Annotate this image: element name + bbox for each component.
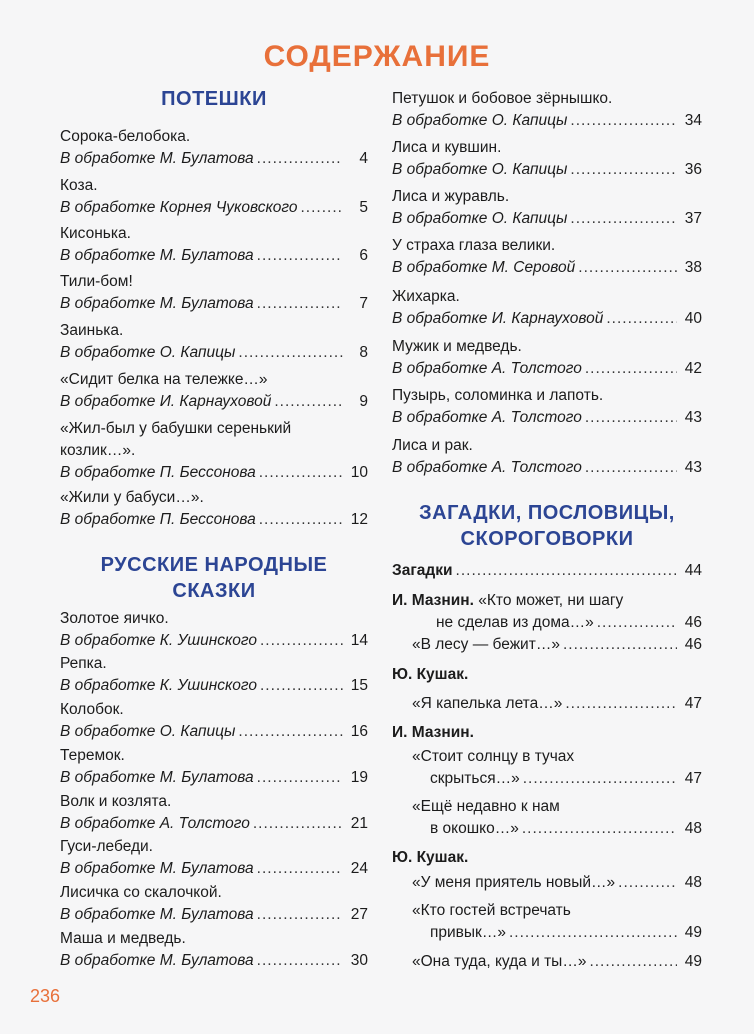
entry-subtitle: В обработке А. Толстого bbox=[392, 459, 582, 476]
entry-title: «Сидит белка на тележке…» bbox=[60, 371, 268, 388]
entry-title: «Ещё недавно к нам bbox=[412, 798, 560, 815]
toc-entry[interactable] bbox=[392, 796, 702, 840]
entry-title-line2: не сделав из дома…» bbox=[436, 614, 594, 631]
entry-subtitle: В обработке М. Булатова bbox=[60, 150, 254, 167]
dot-leader bbox=[597, 612, 677, 634]
entry-title: «Жили у бабуси…». bbox=[60, 489, 204, 506]
author-name: И. Мазнин. bbox=[392, 724, 474, 741]
toc-entry[interactable] bbox=[392, 634, 702, 656]
toc-entry[interactable] bbox=[60, 487, 368, 531]
dot-leader bbox=[257, 293, 343, 315]
entry-subtitle: В обработке М. Булатова bbox=[60, 906, 254, 923]
entry-page: 19 bbox=[350, 769, 368, 786]
entry-page: 14 bbox=[350, 632, 368, 649]
entry-title: Колобок. bbox=[60, 701, 124, 718]
dot-leader bbox=[578, 257, 677, 279]
entry-title: Репка. bbox=[60, 655, 107, 672]
entry-title: Лиса и кувшин. bbox=[392, 139, 502, 156]
section-heading-skazki bbox=[60, 552, 368, 604]
entry-title: Заинька. bbox=[60, 322, 124, 339]
author-name: И. Мазнин. bbox=[392, 592, 474, 609]
entry-title: «Кто гостей встречать bbox=[412, 902, 571, 919]
dot-leader bbox=[523, 768, 677, 790]
dot-leader bbox=[563, 634, 677, 656]
entry-page: 42 bbox=[684, 360, 702, 377]
entry-title: «Кто может, ни шагу bbox=[478, 592, 624, 609]
entry-subtitle: В обработке К. Ушинского bbox=[60, 677, 257, 694]
entry-page: 21 bbox=[350, 815, 368, 832]
entry-page: 49 bbox=[684, 924, 702, 941]
entry-title: Петушок и бобовое зёрнышко. bbox=[392, 90, 613, 107]
dot-leader bbox=[522, 818, 677, 840]
entry-page: 9 bbox=[359, 393, 368, 410]
toc-entry[interactable] bbox=[392, 746, 702, 790]
dot-leader bbox=[257, 245, 343, 267]
toc-entry[interactable] bbox=[392, 286, 702, 330]
toc-entry[interactable] bbox=[60, 928, 368, 972]
entry-page: 43 bbox=[684, 409, 702, 426]
toc-entry[interactable] bbox=[392, 186, 702, 230]
dot-leader bbox=[253, 813, 343, 835]
entry-subtitle: В обработке О. Капицы bbox=[60, 344, 236, 361]
entry-page: 48 bbox=[684, 874, 702, 891]
entry-page: 12 bbox=[350, 511, 368, 528]
entry-page: 47 bbox=[684, 695, 702, 712]
toc-entry[interactable] bbox=[60, 369, 368, 413]
entry-page: 27 bbox=[350, 906, 368, 923]
section-heading-line1: РУССКИЕ НАРОДНЫЕ bbox=[100, 554, 328, 576]
entry-title: Жихарка. bbox=[392, 288, 460, 305]
toc-entry[interactable] bbox=[392, 872, 702, 894]
entry-subtitle: В обработке П. Бессонова bbox=[60, 464, 256, 481]
entry-title-line2: привык…» bbox=[430, 924, 506, 941]
toc-entry[interactable] bbox=[60, 699, 368, 743]
dot-leader bbox=[259, 509, 343, 531]
entry-page: 34 bbox=[684, 112, 702, 129]
entry-subtitle: В обработке К. Ушинского bbox=[60, 632, 257, 649]
entry-subtitle: В обработке И. Карнауховой bbox=[60, 393, 272, 410]
dot-leader bbox=[570, 208, 677, 230]
entry-page: 40 bbox=[684, 310, 702, 327]
toc-entry[interactable] bbox=[392, 693, 702, 715]
toc-entry[interactable] bbox=[392, 385, 702, 429]
dot-leader bbox=[257, 767, 343, 789]
entry-title: Пузырь, соломинка и лапоть. bbox=[392, 387, 604, 404]
entry-title: Коза. bbox=[60, 177, 98, 194]
entry-title: Мужик и медведь. bbox=[392, 338, 522, 355]
toc-entry[interactable] bbox=[60, 223, 368, 267]
entry-title: «Жил-был у бабушки серенький bbox=[60, 420, 292, 437]
entry-subtitle: В обработке А. Толстого bbox=[392, 409, 582, 426]
entry-title: «Стоит солнцу в тучах bbox=[412, 748, 575, 765]
dot-leader bbox=[456, 560, 677, 582]
entry-title: Кисонька. bbox=[60, 225, 131, 242]
dot-leader bbox=[585, 407, 677, 429]
section-heading-line2: СКОРОГОВОРКИ bbox=[460, 528, 634, 550]
entry-title: Волк и козлята. bbox=[60, 793, 172, 810]
toc-entry[interactable] bbox=[392, 336, 702, 380]
toc-entry-riddles[interactable] bbox=[392, 560, 702, 582]
entry-subtitle: В обработке М. Булатова bbox=[60, 295, 254, 312]
entry-page: 43 bbox=[684, 459, 702, 476]
entry-subtitle: В обработке А. Толстого bbox=[392, 360, 582, 377]
toc-entry[interactable] bbox=[392, 900, 702, 944]
entry-page: 47 bbox=[684, 770, 702, 787]
toc-entry[interactable] bbox=[392, 235, 702, 279]
entry-title: «Я капелька лета…» bbox=[412, 695, 563, 712]
dot-leader bbox=[238, 342, 343, 364]
entry-subtitle: В обработке Корнея Чуковского bbox=[60, 199, 298, 216]
dot-leader bbox=[509, 922, 677, 944]
entry-subtitle: В обработке М. Булатова bbox=[60, 247, 254, 264]
entry-page: 6 bbox=[359, 247, 368, 264]
dot-leader bbox=[585, 457, 677, 479]
toc-entry[interactable] bbox=[392, 951, 702, 973]
toc-entry[interactable] bbox=[60, 791, 368, 835]
entry-subtitle: В обработке О. Капицы bbox=[392, 210, 568, 227]
entry-subtitle: В обработке М. Серовой bbox=[392, 259, 576, 276]
dot-leader bbox=[589, 951, 677, 973]
entry-title: У страха глаза велики. bbox=[392, 237, 556, 254]
entry-page: 36 bbox=[684, 161, 702, 178]
author-name: Ю. Кушак. bbox=[392, 849, 469, 866]
entry-title-line2: козлик…». bbox=[60, 442, 136, 459]
toc-entry[interactable] bbox=[60, 271, 368, 315]
toc-entry[interactable] bbox=[60, 126, 368, 170]
entry-page: 4 bbox=[359, 150, 368, 167]
dot-leader bbox=[585, 358, 677, 380]
toc-entry[interactable] bbox=[60, 882, 368, 926]
entry-subtitle: В обработке О. Капицы bbox=[60, 723, 236, 740]
entry-title: Сорока-белобока. bbox=[60, 128, 191, 145]
toc-entry[interactable] bbox=[60, 836, 368, 880]
entry-page: 16 bbox=[350, 723, 368, 740]
entry-page: 48 bbox=[684, 820, 702, 837]
entry-title: Лисичка со скалочкой. bbox=[60, 884, 222, 901]
section-heading-line1: ЗАГАДКИ, ПОСЛОВИЦЫ, bbox=[419, 502, 675, 524]
entry-subtitle: В обработке О. Капицы bbox=[392, 161, 568, 178]
entry-subtitle: В обработке И. Карнауховой bbox=[392, 310, 604, 327]
entry-subtitle: В обработке А. Толстого bbox=[60, 815, 250, 832]
author-heading bbox=[392, 722, 702, 744]
page-number: 236 bbox=[30, 986, 61, 1006]
dot-leader bbox=[260, 675, 343, 697]
entry-page: 24 bbox=[350, 860, 368, 877]
dot-leader bbox=[257, 148, 343, 170]
toc-entry[interactable] bbox=[60, 608, 368, 652]
toc-entry[interactable] bbox=[392, 137, 702, 181]
entry-subtitle: В обработке М. Булатова bbox=[60, 860, 254, 877]
dot-leader bbox=[257, 904, 343, 926]
entry-subtitle: В обработке М. Булатова bbox=[60, 769, 254, 786]
entry-title: «У меня приятель новый…» bbox=[412, 874, 616, 891]
entry-title-line2: в окошко…» bbox=[430, 820, 519, 837]
entry-page: 10 bbox=[350, 464, 368, 481]
entry-page: 49 bbox=[684, 953, 702, 970]
section-heading-line2: СКАЗКИ bbox=[172, 580, 256, 602]
dot-leader bbox=[618, 872, 677, 894]
entry-title-line2: скрыться…» bbox=[430, 770, 520, 787]
entry-title: «Она туда, куда и ты…» bbox=[412, 953, 587, 970]
toc-entry[interactable] bbox=[60, 653, 368, 697]
entry-title: Теремок. bbox=[60, 747, 125, 764]
entry-page: 46 bbox=[684, 614, 702, 631]
entry-title: Маша и медведь. bbox=[60, 930, 186, 947]
entry-page: 7 bbox=[359, 295, 368, 312]
toc-entry[interactable] bbox=[392, 590, 702, 634]
toc-entry[interactable] bbox=[392, 88, 702, 132]
dot-leader bbox=[570, 159, 677, 181]
entry-subtitle: В обработке О. Капицы bbox=[392, 112, 568, 129]
toc-entry[interactable] bbox=[60, 175, 368, 219]
entry-title: Лиса и рак. bbox=[392, 437, 473, 454]
dot-leader bbox=[259, 462, 343, 484]
entry-title: Золотое яичко. bbox=[60, 610, 169, 627]
author-heading bbox=[392, 664, 702, 686]
page-title: СОДЕРЖАНИЕ bbox=[263, 40, 491, 73]
author-name: Ю. Кушак. bbox=[392, 666, 469, 683]
entry-title: Гуси-лебеди. bbox=[60, 838, 153, 855]
dot-leader bbox=[606, 308, 677, 330]
section-heading-zagadki bbox=[392, 500, 702, 552]
entry-title: «В лесу — бежит…» bbox=[412, 636, 560, 653]
author-heading bbox=[392, 847, 702, 869]
entry-page: 15 bbox=[350, 677, 368, 694]
entry-subtitle: В обработке М. Булатова bbox=[60, 952, 254, 969]
entry-page: 38 bbox=[684, 259, 702, 276]
dot-leader bbox=[301, 197, 344, 219]
dot-leader bbox=[260, 630, 343, 652]
entry-page: 46 bbox=[684, 636, 702, 653]
dot-leader bbox=[257, 858, 343, 880]
entry-page: 30 bbox=[350, 952, 368, 969]
toc-entry[interactable] bbox=[60, 745, 368, 789]
entry-subtitle: В обработке П. Бессонова bbox=[60, 511, 256, 528]
entry-page: 5 bbox=[359, 199, 368, 216]
entry-page: 37 bbox=[684, 210, 702, 227]
entry-title: Лиса и журавль. bbox=[392, 188, 510, 205]
dot-leader bbox=[570, 110, 677, 132]
dot-leader bbox=[565, 693, 677, 715]
dot-leader bbox=[274, 391, 343, 413]
entry-page: 44 bbox=[684, 562, 702, 579]
entry-title: Тили-бом! bbox=[60, 273, 133, 290]
toc-entry[interactable] bbox=[392, 435, 702, 479]
toc-entry[interactable] bbox=[60, 320, 368, 364]
section-heading-poteshki: ПОТЕШКИ bbox=[161, 88, 267, 110]
toc-entry[interactable] bbox=[60, 418, 368, 484]
dot-leader bbox=[257, 950, 343, 972]
entry-page: 8 bbox=[359, 344, 368, 361]
entry-title: Загадки bbox=[392, 562, 453, 579]
dot-leader bbox=[238, 721, 343, 743]
